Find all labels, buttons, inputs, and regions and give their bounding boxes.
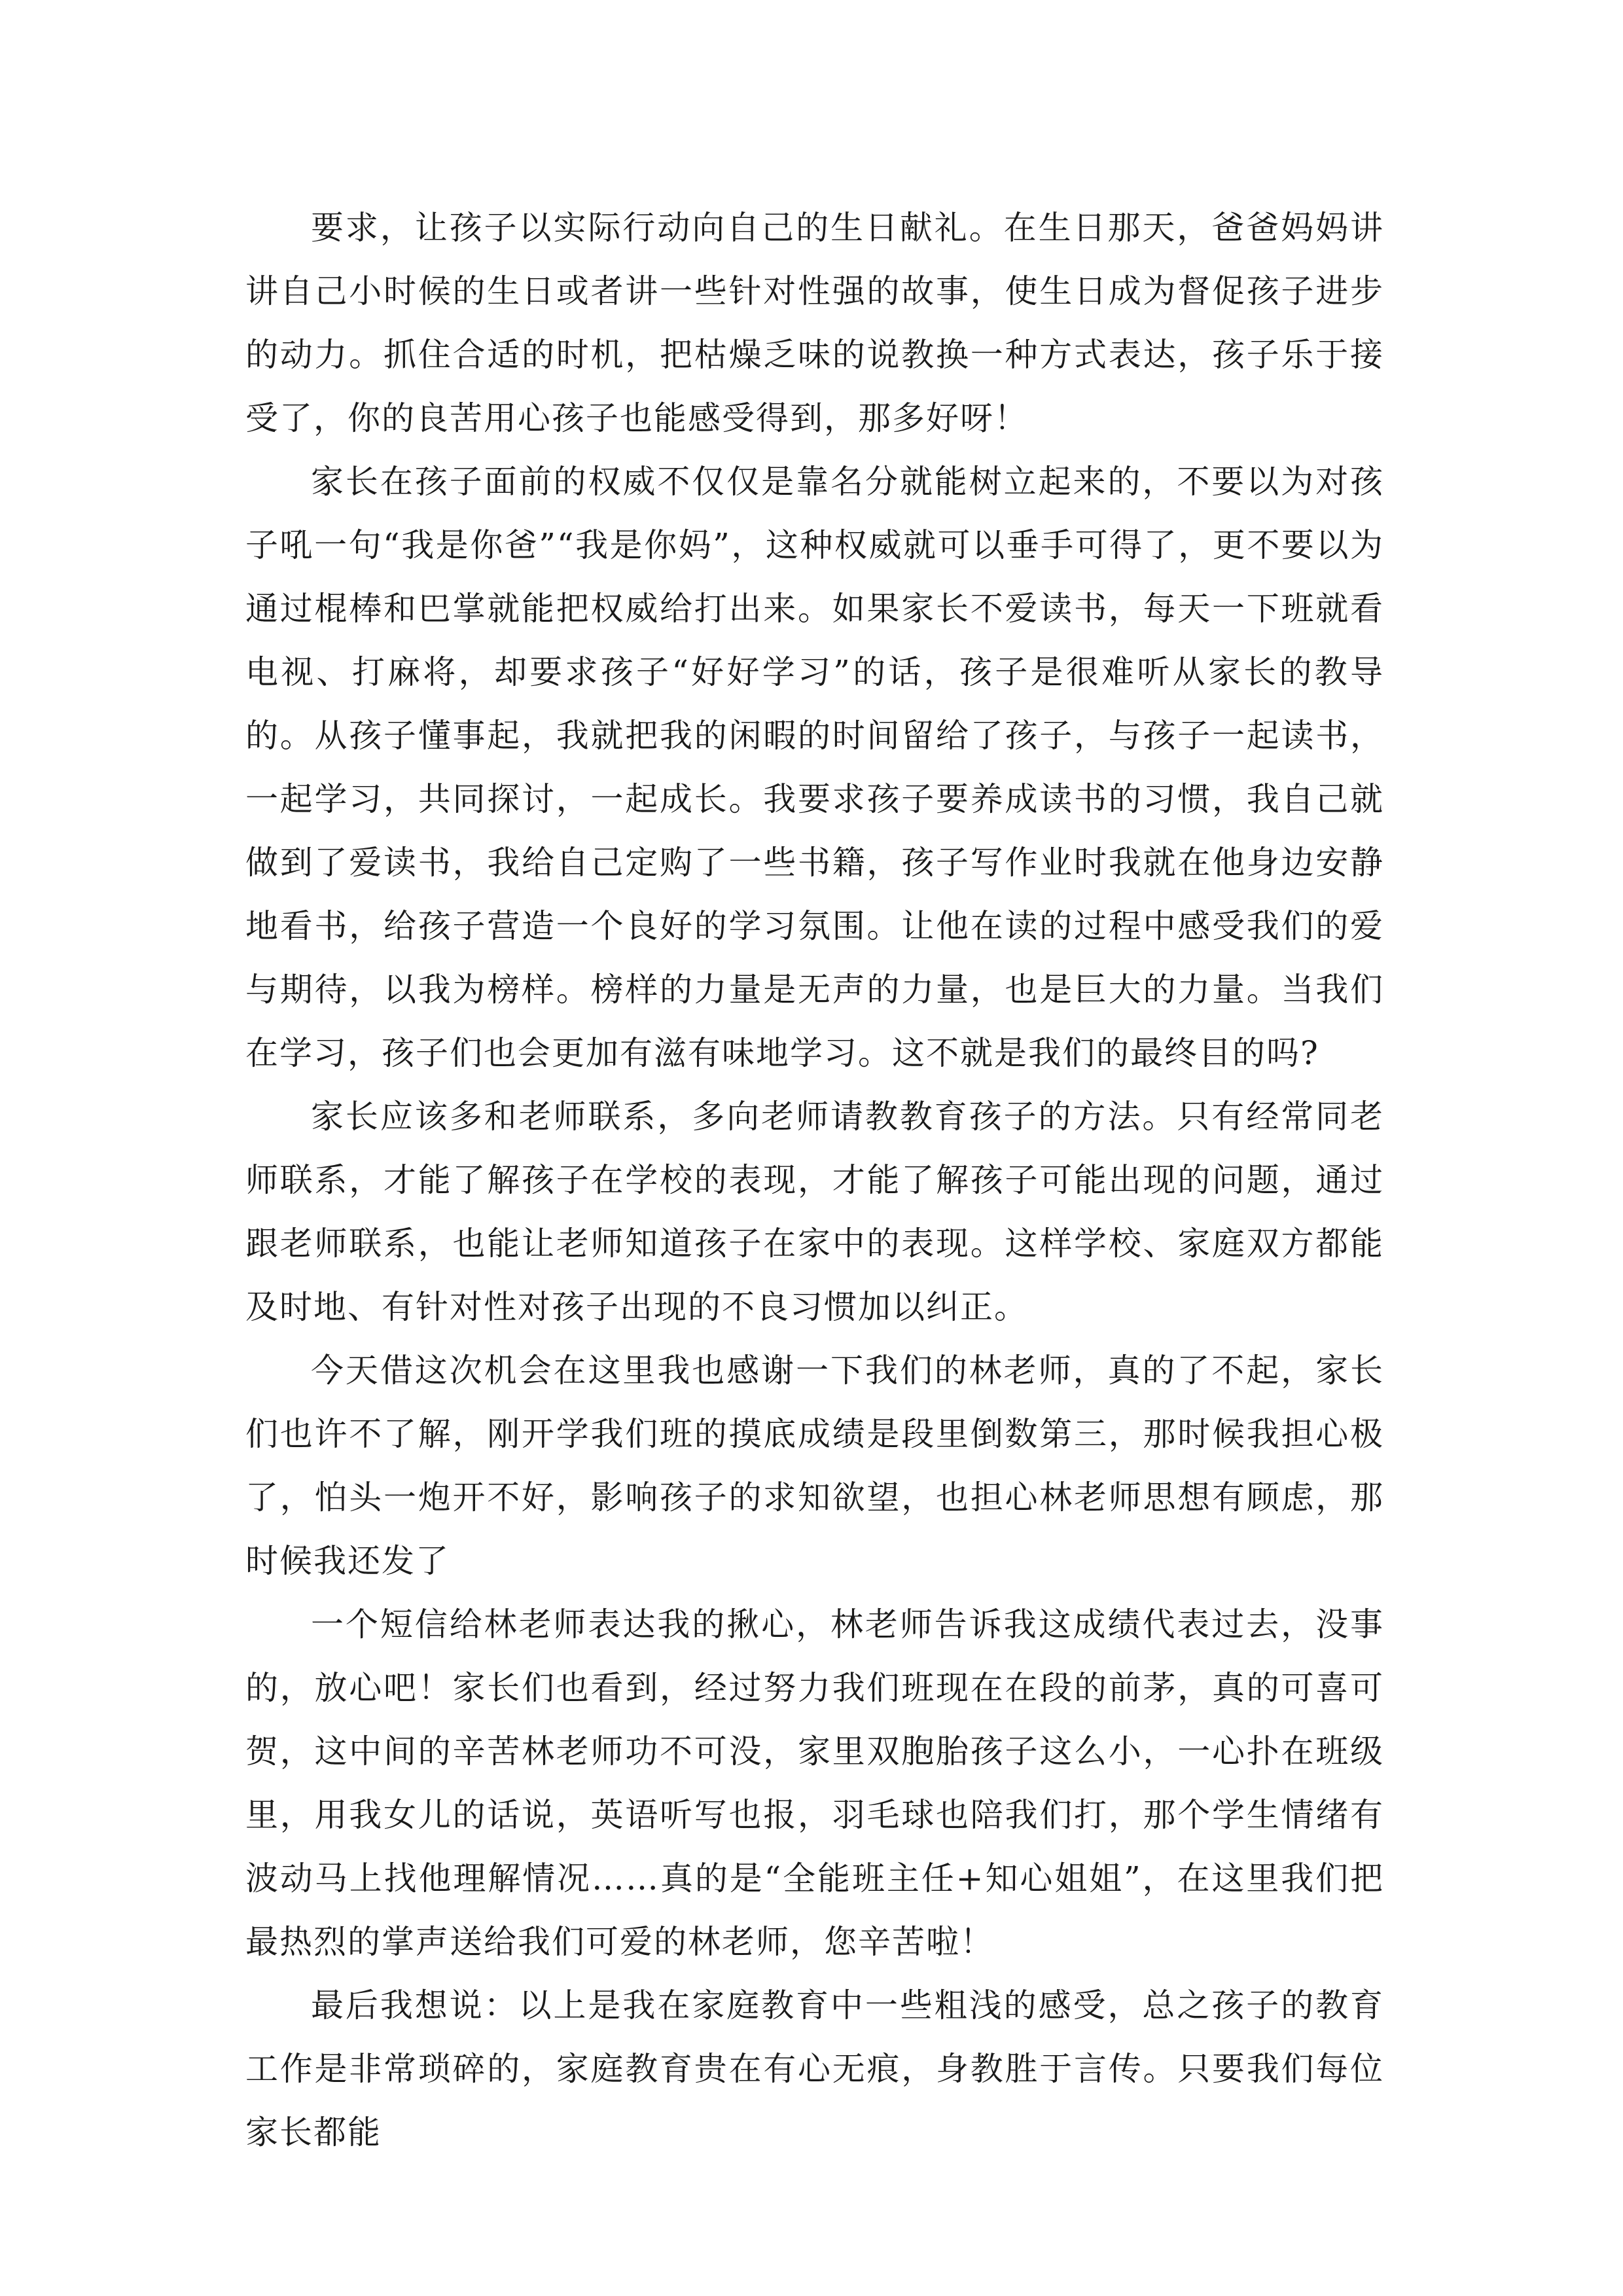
document-body — [245, 196, 1384, 2164]
paragraph-parent-authority: 家长在孩子面前的权威不仅仅是靠名分就能树立起来的，不要以为对孩子吼一句“我是你爸”“我是你妈”，这种权威就可以垂手可得了，更不要以为通过棍棒和巴掌就能把权威给打出来。如果家长不爱读书，每天一下班就看电视、打麻将，却要求孩子“好好学习”的话，孩子是很难听从家长的教导的。从孩子懂事起，我就把我的闲暇的时间留给了孩子，与孩子一起读书，一起学习，共同探讨，一起成长。我要求孩子要养成读书的习惯，我自己就做到了爱读书，我给自己定购了一些书籍，孩子写作业时我就在他身边安静地看书，给孩子营造一个良好的学习氛围。让他在读的过程中感受我们的爱与期待，以我为榜样。榜样的力量是无声的力量，也是巨大的力量。当我们在学习，孩子们也会更加有滋有味地学习。这不就是我们的最终目的吗? — [245, 463, 1384, 1072]
paragraph-conclusion: 最后我想说：以上是我在家庭教育中一些粗浅的感受，总之孩子的教育工作是非常琐碎的，家庭教育贵在有心无痕，身教胜于言传。只要我们每位家长都能 — [245, 1986, 1384, 2151]
paragraph-teacher-reply: 一个短信给林老师表达我的揪心，林老师告诉我这成绩代表过去，没事的，放心吧！家长们也看到，经过努力我们班现在在段的前茅，真的可喜可贺，这中间的辛苦林老师功不可没，家里双胞胎孩子这么小，一心扑在班级里，用我女儿的话说，英语听写也报，羽毛球也陪我们打，那个学生情绪有波动马上找他理解情况……真的是“全能班主任+知心姐姐”，在这里我们把最热烈的掌声送给我们可爱的林老师，您辛苦啦！ — [245, 1605, 1384, 1961]
paragraph-contact-teacher: 家长应该多和老师联系，多向老师请教教育孩子的方法。只有经常同老师联系，才能了解孩子在学校的表现，才能了解孩子可能出现的问题，通过跟老师联系，也能让老师知道孩子在家中的表现。这样学校、家庭双方都能及时地、有针对性对孩子出现的不良习惯加以纠正。 — [245, 1098, 1384, 1326]
paragraph-birthday: 要求，让孩子以实际行动向自己的生日献礼。在生日那天，爸爸妈妈讲讲自己小时候的生日或者讲一些针对性强的故事，使生日成为督促孩子进步的动力。抓住合适的时机，把枯燥乏味的说教换一种方式表达，孩子乐于接受了，你的良苦用心孩子也能感受得到，那多好呀！ — [245, 209, 1384, 437]
paragraph-thanks-teacher: 今天借这次机会在这里我也感谢一下我们的林老师，真的了不起，家长们也许不了解，刚开学我们班的摸底成绩是段里倒数第三，那时候我担心极了，怕头一炮开不好，影响孩子的求知欲望，也担心林老师思想有顾虑，那时候我还发了 — [245, 1352, 1384, 1580]
